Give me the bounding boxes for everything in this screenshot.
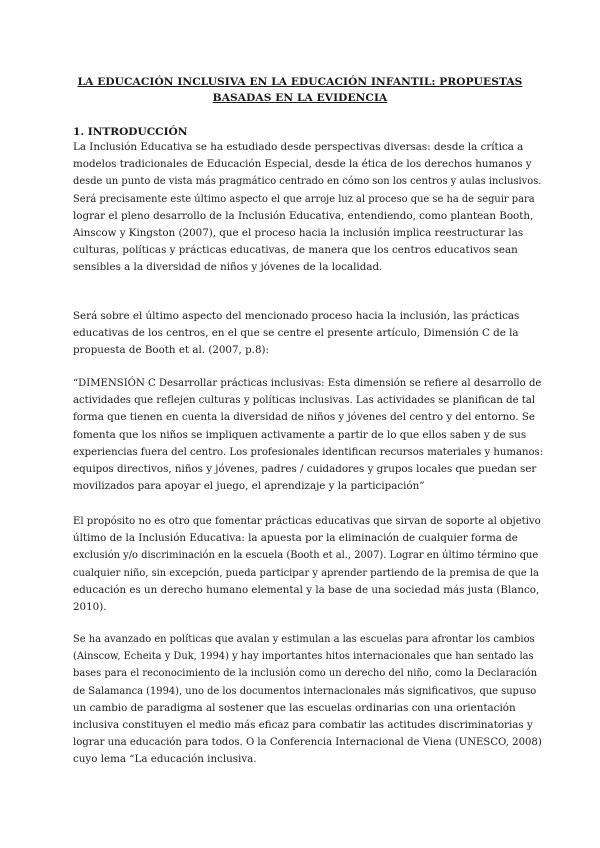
text-line: inclusiva constituyen el medio más eficaz para combatir las actitudes discriminatorias y: [73, 718, 533, 731]
document-title: [60, 74, 540, 106]
text-line: actividades que reflejen culturas y políticas inclusivas. Las actividades se planifican de tal: [73, 395, 536, 407]
text-line: lograr el pleno desarrollo de la Inclusión Educativa, entendiendo, como plantean Booth,: [73, 209, 534, 222]
text-line: desde un punto de vista más pragmático centrado en cómo son los centros y aulas inclusivos.: [73, 176, 542, 188]
text-line: un cambio de paradigma al sostener que las escuelas ordinarias con una orientación: [73, 701, 516, 714]
text-line: La Inclusión Educativa se ha estudiado desde perspectivas diversas: desde la crítica a: [73, 141, 524, 153]
text-line: educación es un derecho humano elemental y la base de una sociedad más justa (Blanco,: [73, 583, 540, 596]
text-line: “DIMENSIÓN C Desarrollar prácticas inclusivas: Esta dimensión se refiere al desarrollo de: [73, 378, 542, 389]
text-line: Se ha avanzado en políticas que avalan y estimulan a las escuelas para afrontar los cambios: [73, 634, 535, 645]
text-line: bases para el reconocimiento de la inclusión como un derecho del niño, como la Declaración: [73, 668, 538, 680]
text-line: El propósito no es otro que fomentar prácticas educativas que sirvan de soporte al objetivo: [73, 516, 541, 527]
text-line: culturas, políticas y prácticas educativas, de manera que los centros educativos sean: [73, 244, 518, 257]
text-line: propuesta de Booth et al. (2007, p.8):: [73, 344, 269, 357]
title-line: BASADAS EN LA EVIDENCIA: [212, 92, 388, 104]
paragraph-policies: [73, 631, 543, 769]
text-line: experiencias fuera del centro. Los profesionales identifican recursos materiales y humanos:: [73, 446, 544, 458]
paragraph-quote: [73, 375, 543, 495]
text-line: de Salamanca (1994), uno de los documentos internacionales más significativos, que supuso: [73, 685, 537, 697]
text-line: (Ainscow, Echeita y Duk, 1994) y hay importantes hitos internacionales que han sentado las: [73, 651, 534, 663]
paragraph-introduction: [73, 139, 543, 277]
text-line: movilizados para apoyar el juego, el aprendizaje y la participación”: [73, 480, 425, 493]
text-line: Será sobre el último aspecto del mencionado proceso hacia la inclusión, las prácticas: [73, 310, 520, 322]
text-line: Será precisamente este último aspecto el que arroje luz al proceso que se ha de seguir para: [73, 193, 535, 205]
section-heading: 1. INTRODUCCIÓN: [73, 126, 188, 138]
text-line: cualquier niño, sin excepción, pueda participar y aprender partiendo de la premisa de que la: [73, 567, 539, 579]
text-line: lograr una educación para todos. O la Conferencia Internacional de Viena (UNESCO, 2008): [73, 737, 542, 749]
text-line: fomenta que los niños se impliquen activamente a partir de lo que ellos saben y de sus: [73, 428, 527, 441]
text-line: Ainscow y Kingston (2007), que el proceso hacia la inclusión implica reestructurar las: [73, 226, 524, 239]
text-line: último de la Inclusión Educativa: la apuesta por la eliminación de cualquier forma de: [73, 532, 518, 545]
paragraph-focus: [73, 308, 543, 360]
text-line: exclusión y/o discriminación en la escuela (Booth et al., 2007). Lograr en último término que: [73, 550, 539, 562]
title-line: LA EDUCACIÓN INCLUSIVA EN LA EDUCACIÓN INFANTIL: PROPUESTAS: [77, 76, 523, 88]
text-line: sensibles a la diversidad de niños y jóvenes de la localidad.: [73, 261, 383, 274]
text-line: educativas de los centros, en el que se centre el presente artículo, Dimensión C de la: [73, 327, 519, 340]
text-line: cuyo lema “La educación inclusiva.: [73, 753, 257, 766]
text-line: equipos directivos, niños y jóvenes, padres / cuidadores y grupos locales que puedan ser: [73, 462, 537, 475]
text-line: forma que tienen en cuenta la diversidad de niños y jóvenes del centro y del entorno. Se: [73, 411, 536, 424]
paragraph-purpose: [73, 513, 543, 616]
text-line: 2010).: [73, 600, 107, 613]
text-line: modelos tradicionales de Educación Especial, desde la ética de los derechos humanos y: [73, 158, 532, 171]
